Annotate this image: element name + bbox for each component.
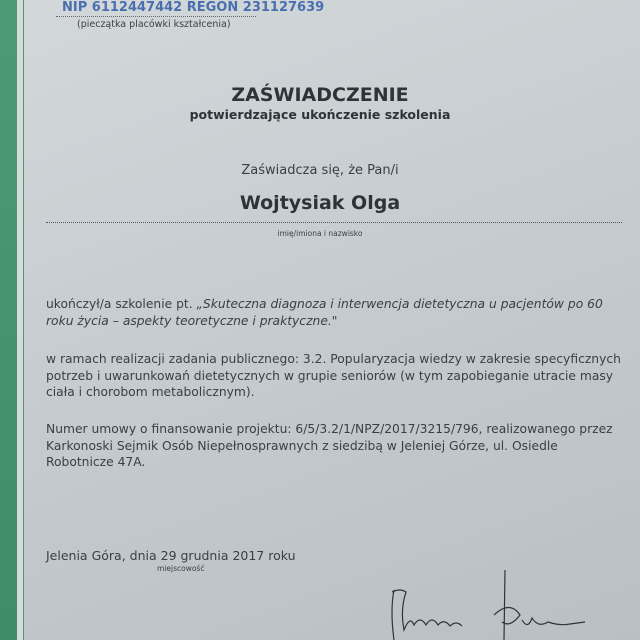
course-prefix: ukończył/a szkolenie pt. (46, 297, 197, 311)
stamp-dotted-line (56, 16, 256, 17)
name-label: imię/imiona i nazwisko (277, 229, 363, 238)
certificate-subtitle: potwierdzające ukończenie szkolenia (189, 107, 451, 122)
recipient-name: Wojtysiak Olga (239, 192, 401, 214)
course-paragraph (46, 296, 626, 329)
intro-text: Zaświadcza się, że Pan/i (241, 163, 399, 178)
task-paragraph: w ramach realizacji zadania publicznego: 3.2. Popularyzacja wiedzy w zakresie specyficznych potrzeb i uwarunkowań dietetycznych w grupie seniorów (w tym zapobieganie utracie masy ciała i chorobom metabolicznym). (46, 352, 621, 399)
contract-paragraph: Numer umowy o finansowanie projektu: 6/5/3.2/1/NPZ/2017/3215/796, realizowanego przez Karkonoski Sejmik Osób Niepełnosprawnych z siedzibą w Jeleniej Górze, ul. Osiedle Robotnicze 47A. (46, 422, 613, 469)
place-label: miejscowość (157, 564, 205, 573)
issue-date: Jelenia Góra, dnia 29 grudnia 2017 roku (46, 548, 296, 563)
signature (370, 570, 600, 640)
name-dotted-line (46, 222, 622, 223)
stamp-label: (pieczątka placówki kształcenia) (77, 19, 231, 30)
certificate-title: ZAŚWIADCZENIE (231, 84, 409, 106)
stamp-id-line: NIP 6112447442 REGON 231127639 (62, 0, 325, 15)
course-title: „Skuteczna diagnoza i interwencja dietetyczna u pacjentów po 60 roku życia – aspekty teoretyczne i praktyczne." (46, 297, 603, 328)
